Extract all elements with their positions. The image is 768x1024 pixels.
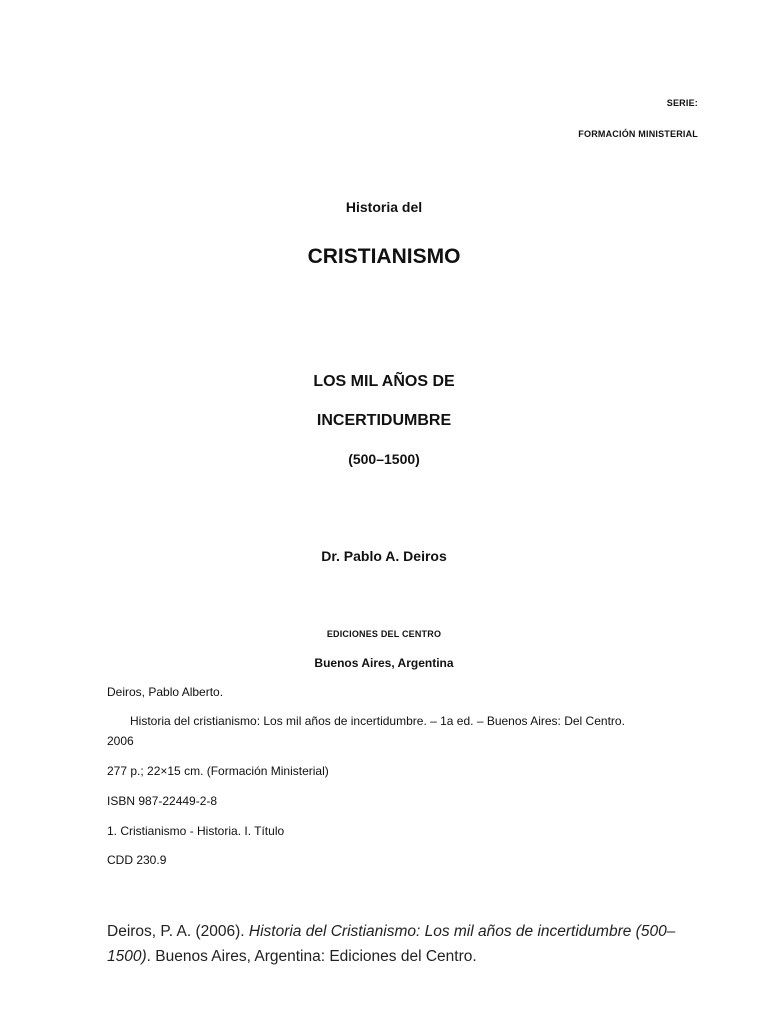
citation <box>107 919 707 969</box>
publisher-name: EDICIONES DEL CENTRO <box>326 629 442 639</box>
catalog-year: 2006 <box>107 734 134 748</box>
citation-lead: Deiros, P. A. (2006). <box>107 923 249 940</box>
author-name: Dr. Pablo A. Deiros <box>321 548 447 564</box>
series-name: FORMACIÓN MINISTERIAL <box>578 129 698 139</box>
catalog-author: Deiros, Pablo Alberto. <box>107 685 224 699</box>
title-prefix: Historia del <box>345 199 423 215</box>
series-label: SERIE: <box>666 98 698 108</box>
catalog-isbn: ISBN 987-22449-2-8 <box>107 794 218 808</box>
subtitle-line-1: LOS MIL AÑOS DE <box>313 373 455 390</box>
subtitle-line-2: INCERTIDUMBRE <box>316 412 452 429</box>
catalog-subject: 1. Cristianismo - Historia. I. Título <box>107 824 285 838</box>
citation-title: Historia del Cristianismo: Los mil años de incertidumbre (500–1500) <box>107 923 676 965</box>
page-title: CRISTIANISMO <box>307 245 461 268</box>
subtitle-line-3: (500–1500) <box>348 451 420 467</box>
catalog-cdd: CDD 230.9 <box>107 853 167 867</box>
publisher-place: Buenos Aires, Argentina <box>314 656 454 670</box>
citation-tail: . Buenos Aires, Argentina: Ediciones del Centro. <box>146 948 477 965</box>
catalog-title: Historia del cristianismo: Los mil años de incertidumbre. – 1a ed. – Buenos Aires: Del Centro. <box>130 714 625 728</box>
catalog-pages: 277 p.; 22×15 cm. (Formación Ministerial) <box>107 764 329 778</box>
